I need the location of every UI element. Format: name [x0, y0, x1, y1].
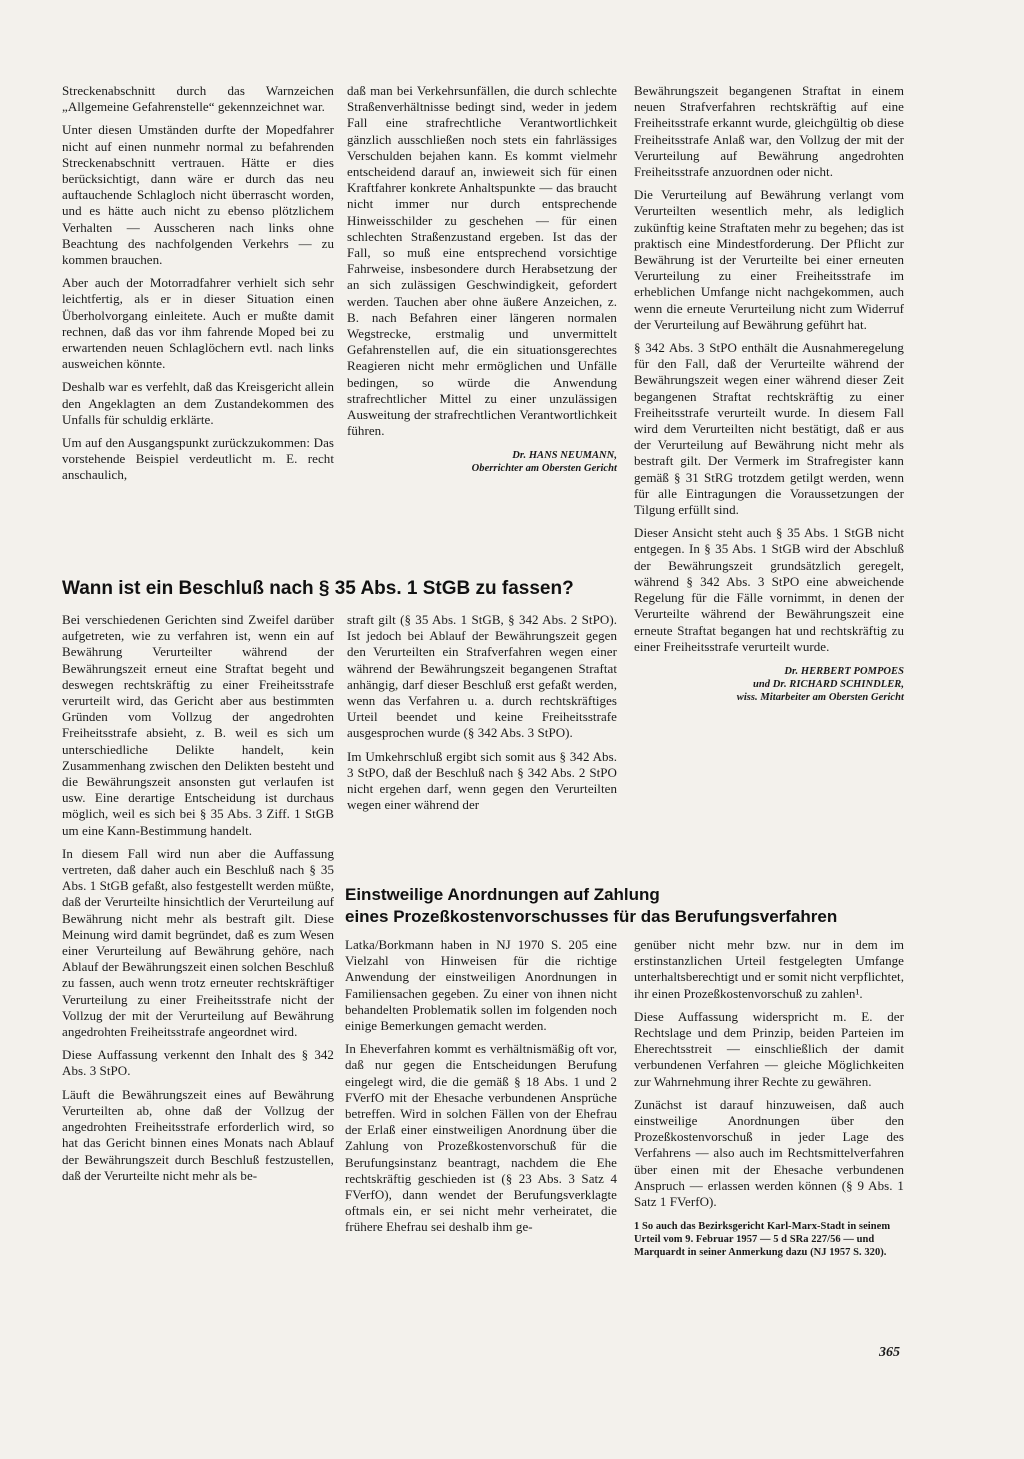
paragraph: In Eheverfahren kommt es verhältnismäßig oft vor, daß nur gegen die Entscheidungen Berufung eingelegt wird, die die gemäß § 18 Abs. 1 und 2 FVerfO mit der Ehesache verbundenen Ansprüche betreffen. Wird in solchen Fällen von der Ehefrau der Erlaß einer einstweiligen Anordnung über die Zahlung von Prozeßkostenvorschuß für die Berufungsinstanz beantragt, nachdem die Ehe rechtskräftig geschieden ist (§ 23 Abs. 3 Satz 4 FVerfO), dann wendet der Berufungsverklagte oftmals ein, er sei nicht mehr verheiratet, die frühere Ehefrau sei deshalb ihm ge-	[345, 1041, 617, 1235]
paragraph: Aber auch der Motorradfahrer verhielt sich sehr leichtfertig, als er in dieser Situation einen Überholvorgang einleitete. Auch er mußte damit rechnen, daß das vor ihm fahrende Moped bei zu erwartenden neuen Schlaglöchern evtl. nach links ausweichen könnte.	[62, 275, 334, 372]
paragraph: daß man bei Verkehrsunfällen, die durch schlechte Straßenverhältnisse bedingt sind, weder in jedem Fall eine strafrechtliche Verantwortlichkeit gänzlich ausschließen noch stets ein fahrlässiges Verschulden bejahen kann. Es kommt vielmehr entscheidend darauf an, inwieweit sich für einen Kraftfahrer konkrete Anhaltspunkte — das braucht nicht immer nur durch entsprechende Hinweisschilder zu geschehen — für einen schlechten Straßenzustand ergeben. Ist das der Fall, so muß eine entsprechend vorsichtige Fahrweise, insbesondere durch Herabsetzung der an sich zulässigen Geschwindigkeit, gefordert werden. Tauchen aber ohne äußere Anzeichen, z. B. nach Befahren einer längeren normalen Wegstrecke, erstmalig und unvermittelt Gefahrenstellen auf, die ein situationsgerechtes Reagieren nicht mehr ermöglichen und Unfälle bedingen, so würde die Anwendung strafrechtlicher Mittel zu einer unzulässigen Ausweitung der strafrechtlichen Verantwortlichkeit führen.	[347, 83, 617, 439]
author-name: Dr. HANS NEUMANN,	[512, 450, 617, 462]
paragraph: Im Umkehrschluß ergibt sich somit aus § 342 Abs. 3 StPO, daß der Beschluß nach § 342 Abs. 2 StPO nicht ergehen darf, wenn gegen den Verurteilten wegen einer während der	[347, 748, 617, 813]
paragraph: Deshalb war es verfehlt, daß das Kreisgericht allein den Angeklagten an dem Zustandekommen des Unfalls für schuldig erklärte.	[62, 379, 334, 427]
article3-column-1	[345, 937, 617, 1243]
article2-headline: Wann ist ein Beschluß nach § 35 Abs. 1 StGB zu fassen?	[62, 578, 574, 599]
author-name: und Dr. RICHARD SCHINDLER,	[753, 678, 904, 690]
paragraph: Läuft die Bewährungszeit eines auf Bewährung Verurteilten ab, ohne daß der Vollzug der angedrohten Freiheitsstrafe erforderlich wird, so hat das Gericht binnen eines Monats nach Ablauf der Bewährungszeit durch Beschluß festzustellen, daß der Verurteilte nicht mehr als be-	[62, 1086, 334, 1183]
author-signature-pompoes-schindler	[634, 665, 904, 704]
author-role: wiss. Mitarbeiter am Obersten Gericht	[736, 691, 904, 703]
paragraph: § 342 Abs. 3 StPO enthält die Ausnahmeregelung für den Fall, daß der Verurteilte während der Bewährungszeit wegen einer während dieser Zeit begangenen Straftat rechtskräftig zu einer Freiheitsstrafe verurteilt wurde. In diesem Fall wird dem Verurteilten nicht bestätigt, daß er aus der Verurteilung auf Bewährung nicht mehr als bestraft gilt. Der Vermerk im Strafregister kann gemäß § 31 StRG trotzdem getilgt werden, wenn für alle Eintragungen die Voraussetzungen der Tilgung erfüllt sind.	[634, 340, 904, 518]
page-number: 365	[879, 1345, 900, 1360]
article3-column-2	[634, 937, 904, 1259]
article3-headline-line-2: eines Prozeßkostenvorschusses für das Berufungsverfahren	[345, 907, 838, 926]
paragraph: Zunächst ist darauf hinzuweisen, daß auch einstweilige Anordnungen über den Prozeßkostenvorschuß in jeder Lage des Verfahrens — also auch im Rechtsmittelverfahren über einen mit der Ehesache verbundenen Anspruch — erlassen werden können (§ 9 Abs. 1 Satz 1 FVerfO).	[634, 1096, 904, 1210]
paragraph: Diese Auffassung widerspricht m. E. der Rechtslage und dem Prinzip, beiden Parteien im Eherechtsstreit — einschließlich der damit verbundenen Verfahren — gleiche Möglichkeiten zur Wahrnehmung ihrer Rechte zu gewähren.	[634, 1008, 904, 1089]
paragraph: genüber nicht mehr bzw. nur in dem im erstinstanzlichen Urteil festgelegten Umfange unterhaltsberechtigt und er somit nicht verpflichtet, ihr einen Prozeßkostenvorschuß zu zahlen¹.	[634, 937, 904, 1001]
paragraph: Bewährungszeit begangenen Straftat in einem neuen Strafverfahren rechtskräftig auf eine Freiheitsstrafe erkannt wurde, gleichgültig ob diese Freiheitsstrafe Anlaß war, den Vollzug der mit der Verurteilung auf Bewährung angedrohten Freiheitsstrafe anzuordnen oder nicht.	[634, 83, 904, 180]
paragraph: Diese Auffassung verkennt den Inhalt des § 342 Abs. 3 StPO.	[62, 1047, 334, 1079]
paragraph: Die Verurteilung auf Bewährung verlangt vom Verurteilten wesentlich mehr, als lediglich zukünftig keine Straftaten mehr zu begehen; das ist praktisch eine Mindestforderung. Der Pflicht zur Bewährung ist der Verurteilte bei einer erneuten Verurteilung zu einer Freiheitsstrafe im erheblichen Umfange nicht nachgekommen, auch wenn die erneute Verurteilung nicht zum Widerruf der Verurteilung auf Bewährung geführt hat.	[634, 187, 904, 332]
paragraph: Um auf den Ausgangspunkt zurückzukommen: Das vorstehende Beispiel verdeutlicht m. E. recht anschaulich,	[62, 435, 334, 483]
paragraph: Bei verschiedenen Gerichten sind Zweifel darüber aufgetreten, wie zu verfahren ist, wenn ein auf Bewährung Verurteilter während der Bewährungszeit erneut eine Straftat begeht und deswegen rechtskräftig zu einer Freiheitsstrafe verurteilt wird, das Gericht aber aus bestimmten Gründen vom Vollzug der angedrohten Freiheitsstrafe absieht, z. B. weil es sich um unterschiedliche Delikte handelt, kein Zusammenhang zwischen den Delikten besteht und die Bewährungszeit ansonsten gut verlaufen ist usw. Eine derartige Entscheidung ist durchaus möglich, weil es sich bei § 35 Abs. 3 Ziff. 1 StGB um eine Kann-Bestimmung handelt.	[62, 612, 334, 838]
paragraph: Streckenabschnitt durch das Warnzeichen „Allgemeine Gefahrenstelle“ gekennzeichnet war.	[62, 83, 334, 115]
author-name: Dr. HERBERT POMPOES	[784, 665, 904, 677]
paragraph: straft gilt (§ 35 Abs. 1 StGB, § 342 Abs. 2 StPO). Ist jedoch bei Ablauf der Bewährungszeit gegen den Verurteilten ein Strafverfahren wegen einer während der Bewährungszeit begangenen Straftat anhängig, darf dieser Beschluß erst gefaßt werden, wenn das Verfahren u. a. durch rechtskräftiges Urteil beendet und keine Freiheitsstrafe ausgesprochen wurde (§ 342 Abs. 3 StPO).	[347, 612, 617, 741]
paragraph: In diesem Fall wird nun aber die Auffassung vertreten, daß daher auch ein Beschluß nach § 35 Abs. 1 StGB gefaßt, also festgestellt werden müßte, daß der Verurteilte hinsichtlich der Verurteilung auf Bewährung nicht mehr als bestraft gilt. Diese Meinung wird damit begründet, daß es zum Wesen einer Verurteilung auf Bewährung gehöre, nach Ablauf der Bewährungszeit einen solchen Beschluß zu fassen, auch wenn trotz erneuter rechtskräftiger Verurteilung zu einer Freiheitsstrafe nicht der Vollzug der mit der Verurteilung auf Bewährung angedrohten Freiheitsstrafe angeordnet wird.	[62, 845, 334, 1040]
footnote: 1 So auch das Bezirksgericht Karl-Marx-Stadt in seinem Urteil vom 9. Februar 1957 — 5 d SRa 227/56 — und Marquardt in seiner Anmerkung dazu (NJ 1957 S. 320).	[634, 1221, 891, 1259]
article1-column-2	[347, 83, 617, 475]
paragraph: Unter diesen Umständen durfte der Mopedfahrer nicht auf einen nunmehr normal zu befahrenden Streckenabschnitt vertrauen. Hätte er dies berücksichtigt, dann wäre er durch das neu auftauchende Schlagloch nicht überrascht worden, und es hätte auch nicht zu ebenso plötzlichem Verhalten — Ausscheren nach links ohne Beachtung des nachfolgenden Verkehrs — zu kommen brauchen.	[62, 122, 334, 268]
paragraph: Latka/Borkmann haben in NJ 1970 S. 205 eine Vielzahl von Hinweisen für die richtige Anwendung der einstweiligen Anordnungen in Familiensachen gegeben. Zu einer von ihnen nicht behandelten Problematik sollen im folgenden noch einige Bemerkungen gemacht werden.	[345, 937, 617, 1034]
author-role: Oberrichter am Obersten Gericht	[471, 463, 617, 475]
article2-column-3	[634, 83, 904, 704]
article2-column-2	[347, 612, 617, 820]
author-signature-neumann	[347, 449, 617, 475]
article1-column-1	[62, 83, 334, 491]
article3-headline	[345, 884, 910, 928]
article3-headline-line-1: Einstweilige Anordnungen auf Zahlung	[345, 885, 660, 904]
article2-column-1	[62, 612, 334, 1191]
paragraph: Dieser Ansicht steht auch § 35 Abs. 1 StGB nicht entgegen. In § 35 Abs. 1 StGB wird der Abschluß der Bewährungszeit grundsätzlich geregelt, während § 342 Abs. 3 StPO eine abweichende Regelung für die Fälle vornimmt, in denen der Verurteilte während der Bewährungszeit eine erneute Straftat begangen hat und rechtskräftig zu einer Freiheitsstrafe verurteilt wurde.	[634, 525, 904, 654]
